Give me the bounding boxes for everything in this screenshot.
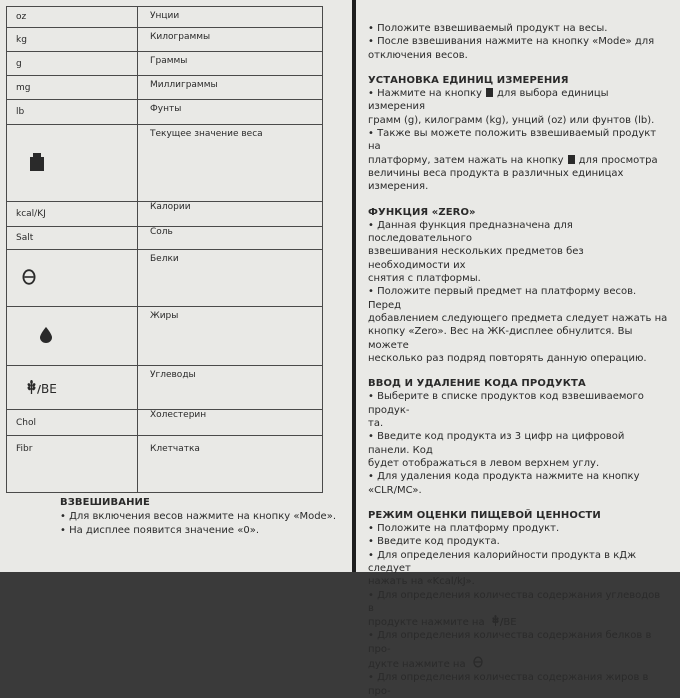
unit-symbol: g	[7, 52, 138, 76]
unit-name: Холестерин	[138, 410, 323, 436]
unit-symbol-cell	[7, 125, 138, 202]
text-line: взвешивания нескольких предметов без необходимости их	[368, 246, 584, 271]
left-page	[0, 0, 352, 572]
unit-symbol: lb	[7, 100, 138, 125]
unit-name: Калории	[138, 202, 323, 227]
unit-button-icon	[568, 155, 575, 164]
unit-name: Миллиграммы	[138, 76, 323, 100]
table-row	[7, 307, 323, 366]
zero-section-title: ФУНКЦИЯ «ZERO»	[368, 206, 476, 218]
code-section-title: ВВОД И УДАЛЕНИЕ КОДА ПРОДУКТА	[368, 378, 586, 390]
table-row	[7, 202, 323, 227]
text-line: дукте нажмите на	[368, 656, 668, 671]
unit-symbol-cell: /BE	[7, 366, 138, 410]
protein-icon	[22, 269, 36, 285]
unit-symbol-cell	[7, 250, 138, 307]
right-page	[356, 0, 680, 697]
table-row	[7, 410, 323, 436]
text-line: отключения весов.	[368, 49, 468, 61]
text-line: • Данная функция предназначена для последовательного	[368, 219, 573, 245]
text-line: нажать на «Kcal/kJ».	[368, 576, 475, 588]
unit-symbol: kg	[7, 28, 138, 52]
table-row	[7, 227, 323, 250]
unit-button-icon	[486, 88, 493, 97]
unit-symbol: oz	[7, 7, 138, 28]
text-line: • Для удаления кода продукта нажмите на кнопку «CLR/MC».	[368, 471, 640, 496]
text-line: кнопку «Zero». Вес на ЖК-дисплее обнулится. Вы можете	[368, 326, 633, 351]
table-row	[7, 250, 323, 307]
table-row	[7, 366, 323, 410]
scale-icon	[30, 153, 44, 171]
unit-name: Углеводы	[138, 366, 323, 410]
unit-name: Клетчатка	[138, 436, 323, 493]
text-line: грамм (g), килограмм (kg), унций (oz) или фунтов (lb).	[368, 114, 655, 126]
unit-symbol: Salt	[7, 227, 138, 250]
unit-name: Жиры	[138, 307, 323, 366]
text-line: • На дисплее появится значение «0».	[60, 525, 259, 536]
table-row	[7, 100, 323, 125]
units-table	[6, 6, 323, 493]
text-line: та.	[368, 418, 384, 430]
text-line: • Выберите в списке продуктов код взвешиваемого продук-	[368, 391, 644, 416]
protein-icon	[473, 656, 483, 668]
text-line: • Для определения калорийности продукта в кДж следует	[368, 549, 637, 574]
text-line: снятия с платформы.	[368, 273, 481, 285]
text-line: • Положите взвешиваемый продукт на весы.	[368, 23, 608, 34]
wheat-icon	[491, 615, 500, 626]
text-line: платформу, затем нажать на кнопку для просмотра	[368, 154, 658, 166]
text-line: • Введите код продукта из 3 цифр на цифровой панели. Код	[368, 431, 625, 456]
text-line: добавлением следующего предмета следует нажать на	[368, 312, 668, 324]
unit-symbol: Chol	[7, 410, 138, 436]
fat-drop-icon	[40, 327, 52, 343]
weighing-section	[60, 496, 345, 538]
text-line: величины веса продукта в различных единицах измерения.	[368, 167, 624, 193]
unit-name: Соль	[138, 227, 323, 250]
text-line: несколько раз подряд повторять данную операцию.	[368, 352, 647, 364]
wheat-icon	[26, 380, 37, 394]
table-row	[7, 52, 323, 76]
unit-symbol: Fibr	[7, 436, 138, 493]
units-section-title: УСТАНОВКА ЕДИНИЦ ИЗМЕРЕНИЯ	[368, 74, 569, 86]
unit-name: Фунты	[138, 100, 323, 125]
text-line: • Положите первый предмет на платформу весов. Перед	[368, 286, 637, 311]
text-line: • Также вы можете положить взвешиваемый продукт на	[368, 128, 657, 153]
unit-name: Унции	[138, 7, 323, 28]
weighing-title: ВЗВЕШИВАНИЕ	[60, 497, 150, 508]
unit-name: Килограммы	[138, 28, 323, 52]
table-row	[7, 436, 323, 493]
text-line: • Для включения весов нажмите на кнопку «Mode».	[60, 511, 336, 522]
text-line: • Для определения количества содержания белков в про-	[368, 630, 652, 655]
text-line: • Для определения количества содержания жиров в про-	[368, 672, 649, 697]
table-row	[7, 28, 323, 52]
unit-symbol: mg	[7, 76, 138, 100]
text-line: • Нажмите на кнопку для выбора единицы измерения	[368, 88, 609, 113]
carb-unit-label: BE	[41, 381, 57, 396]
text-line: • После взвешивания нажмите на кнопку «Mode» для	[368, 36, 655, 48]
table-row	[7, 125, 323, 202]
text-line: • Для определения количества содержания углеводов в	[368, 589, 661, 614]
unit-symbol-cell	[7, 307, 138, 366]
table-row	[7, 7, 323, 28]
right-text	[368, 22, 668, 698]
unit-name: Граммы	[138, 52, 323, 76]
nutrition-section-title: РЕЖИМ ОЦЕНКИ ПИЩЕВОЙ ЦЕННОСТИ	[368, 509, 601, 521]
unit-name: Текущее значение веса	[138, 125, 323, 202]
text-line: продукте нажмите на /BE	[368, 617, 517, 629]
text-line: будет отображаться в левом верхнем углу.	[368, 457, 600, 469]
table-row	[7, 76, 323, 100]
unit-name: Белки	[138, 250, 323, 307]
text-line: • Введите код продукта.	[368, 536, 500, 548]
text-line: • Положите на платформу продукт.	[368, 523, 560, 535]
unit-symbol: kcal/KJ	[7, 202, 138, 227]
